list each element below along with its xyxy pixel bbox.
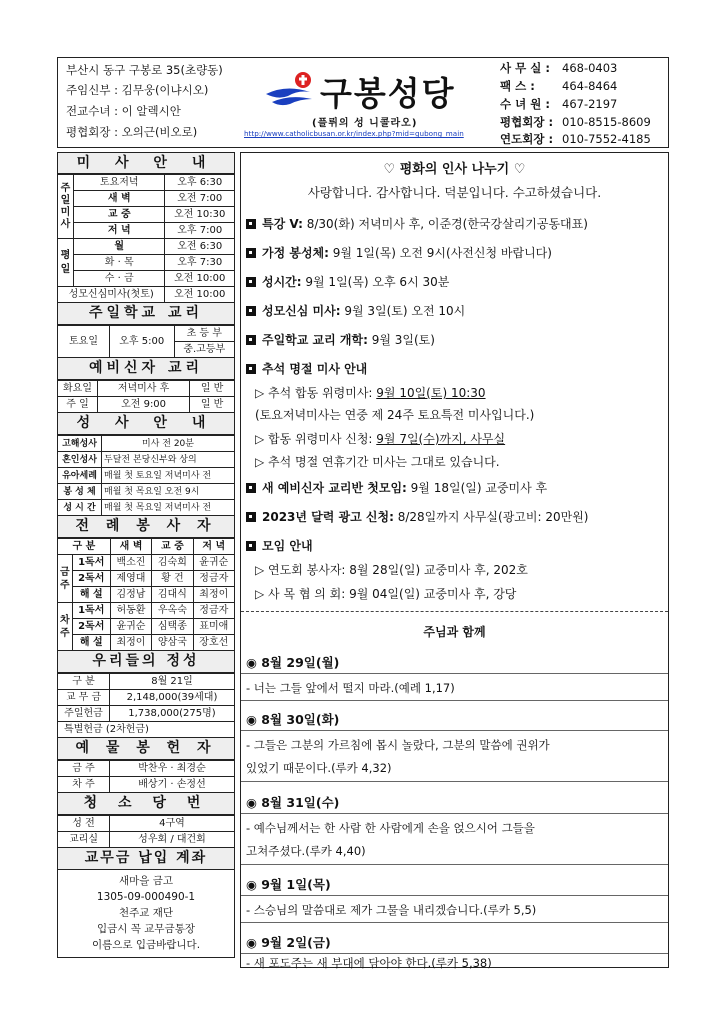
divider	[241, 813, 668, 814]
square-bullet-icon	[246, 248, 256, 258]
chuseok-line: ▷ 추석 명절 연휴기간 미사는 그대로 있습니다.	[255, 455, 500, 469]
offering-table: 구 분 8월 21일 교 무 금 2,148,000(39세대) 주일헌금 1,738,000(275명) 특별헌금 (2차헌금)	[57, 673, 235, 738]
day-verse: - 너는 그들 앞에서 떨지 마라.(예레 1,17)	[246, 681, 455, 695]
offering-title: 우리들의 정성	[57, 651, 235, 673]
account-title: 교무금 납입 계좌	[57, 848, 235, 870]
account-box: 새마을 금고 1305-09-000490-1 천주교 재단 입금시 꼭 교무금통장 이름으로 입금바랍니다.	[57, 870, 235, 958]
divider	[241, 953, 668, 954]
chuseok-line: ▷ 합동 위령미사 신청: 9월 7일(수)까지, 사무실	[255, 432, 506, 446]
divider	[241, 781, 668, 782]
notice-item: 성모신심 미사: 9월 3일(토) 오전 10시	[246, 302, 465, 319]
notice-item: 새 예비신자 교리반 첫모임: 9월 18일(일) 교중미사 후	[246, 479, 547, 496]
notice-item: 성시간: 9월 1일(목) 오후 6시 30분	[246, 273, 449, 290]
sunday-school-table: 토요일 오후 5:00 초 등 부 중.고등부	[57, 325, 235, 358]
left-column	[57, 152, 235, 958]
square-bullet-icon	[246, 306, 256, 316]
website-link[interactable]: http://www.catholicbusan.or.kr/index.php?mid=gubong_main	[244, 129, 464, 138]
sacraments-title: 성 사 안 내	[57, 413, 235, 435]
divider	[241, 673, 668, 674]
day-verse: - 새 포도주는 새 부대에 담아야 한다.(루카 5,38)	[246, 956, 492, 970]
notice-item: 모임 안내	[246, 537, 313, 554]
contact-chairman: 평협회장 : 010-8515-8609	[500, 115, 651, 129]
cleaning-title: 청 소 당 번	[57, 793, 235, 815]
sunday-school-title: 주일학교 교리	[57, 303, 235, 325]
mass-title: 미 사 안 내	[57, 152, 235, 174]
day-verse: 고쳐주셨다.(루카 4,40)	[246, 844, 366, 858]
day-verse: - 그들은 그분의 가르침에 몹시 놀랐다, 그분의 말씀에 권위가	[246, 738, 550, 752]
mass-table: 주 일 미 사 토요저녁 오후 6:30 새 벽 오전 7:00 교 중 오전 10:30 저 녁 오후 7:00 평 일 월 오전 6:30 화 · 목 오후 7:30 수 · 금 오전 10:00 성모신심미사(첫토) 오전 10:00	[57, 174, 235, 303]
notice-item: 추석 명절 미사 안내	[246, 360, 367, 377]
square-bullet-icon	[246, 512, 256, 522]
cleaning-table: 성 전 4구역 교리실 성우회 / 대건회	[57, 815, 235, 848]
address: 부산시 동구 구봉로 35(초량동)	[66, 63, 223, 77]
section-divider	[241, 611, 668, 612]
greeting-text: 사랑합니다. 감사합니다. 덕분입니다. 수고하셨습니다.	[307, 185, 602, 200]
servers-title: 전 례 봉 사 자	[57, 516, 235, 538]
greeting-title: ♡ 평화의 인사 나누기 ♡	[383, 162, 526, 177]
contact-yeondo: 연도회장 : 010-7552-4185	[500, 132, 651, 146]
contact-office: 사 무 실 : 468-0403	[500, 61, 618, 75]
square-bullet-icon	[246, 277, 256, 287]
day-title: ◉ 8월 31일(수)	[246, 795, 340, 810]
square-bullet-icon	[246, 364, 256, 374]
divider	[241, 922, 668, 923]
divider	[241, 700, 668, 701]
flower-table: 금 주 박찬우 · 최경순 차 주 배상기 · 손정선	[57, 760, 235, 793]
chuseok-line: (토요저녁미사는 연중 제 24주 토요특전 미사입니다.)	[255, 408, 535, 422]
contact-fax: 팩 스 : 464-8464	[500, 79, 618, 93]
chairman: 평협회장 : 오의근(비오로)	[66, 125, 198, 139]
header	[57, 57, 669, 148]
flower-title: 예 물 봉 헌 자	[57, 738, 235, 760]
day-title: ◉ 9월 2일(금)	[246, 935, 331, 950]
day-title: ◉ 8월 29일(월)	[246, 655, 340, 670]
divider	[241, 895, 668, 896]
weekend-label: 주 일 미 사	[58, 175, 74, 239]
notice-item: 가정 봉성체: 9월 1일(목) 오전 9시(사전신청 바랍니다)	[246, 244, 552, 261]
day-verse: - 스승님의 말씀대로 제가 그물을 내리겠습니다.(루카 5,5)	[246, 903, 537, 917]
day-verse: 있었기 때문이다.(루카 4,32)	[246, 761, 392, 775]
square-bullet-icon	[246, 219, 256, 229]
with-lord-title: 주님과 함께	[423, 625, 486, 639]
day-verse: - 예수님께서는 한 사람 한 사람에게 손을 얹으시어 그들을	[246, 821, 535, 835]
notices-panel	[240, 152, 669, 968]
square-bullet-icon	[246, 541, 256, 551]
weekday-label: 평 일	[58, 239, 74, 287]
church-name: 구봉성당	[320, 74, 456, 113]
square-bullet-icon	[246, 335, 256, 345]
chuseok-line: ▷ 추석 합동 위령미사: 9월 10일(토) 10:30	[255, 386, 486, 400]
contact-convent: 수 녀 원 : 467-2197	[500, 97, 618, 111]
sacraments-table: 고해성사 미사 전 20분 혼인성사 두달전 본당신부와 상의 유아세례 매월 첫 토요일 저녁미사 전 봉 성 체 매월 첫 목요일 오전 9시 성 시 간 매월 첫 목요일 저녁미사 전	[57, 435, 235, 516]
day-title: ◉ 9월 1일(목)	[246, 877, 331, 892]
pastor: 주임신부 : 김무웅(이냐시오)	[66, 83, 209, 97]
notice-item: 주일학교 교리 개학: 9월 3일(토)	[246, 331, 435, 348]
meeting-line: ▷ 사 목 협 의 회: 9월 04일(일) 교중미사 후, 강당	[255, 587, 517, 601]
catechumen-table: 화요일 저녁미사 후 일 반 주 일 오전 9:00 일 반	[57, 380, 235, 413]
servers-table: 구 분 새 벽 교 중 저 녁 금주 1독서 백소진 김숙희 윤귀순 2독서 제영대 황 건 정금자 해 설 김정남 김대식 최정이 차주 1독서 허동환 우옥숙 정금자 2독서 윤귀순 심택종 표미애 해 설 최정이 양삼국 장호선	[57, 538, 235, 651]
notice-item: 2023년 달력 광고 신청: 8/28일까지 사무실(광고비: 20만원)	[246, 508, 588, 525]
divider	[241, 730, 668, 731]
catechist: 전교수녀 : 이 알렉시안	[66, 104, 181, 118]
square-bullet-icon	[246, 483, 256, 493]
catechumen-title: 예비신자 교리	[57, 358, 235, 380]
meeting-line: ▷ 연도회 봉사자: 8월 28일(일) 교중미사 후, 202호	[255, 563, 528, 577]
day-title: ◉ 8월 30일(화)	[246, 712, 340, 727]
divider	[241, 864, 668, 865]
notice-item: 특강 V: 8/30(화) 저녁미사 후, 이준경(한국강살리기공동대표)	[246, 215, 588, 232]
patron-saint: (플뤼의 성 니콜라오)	[312, 118, 418, 129]
